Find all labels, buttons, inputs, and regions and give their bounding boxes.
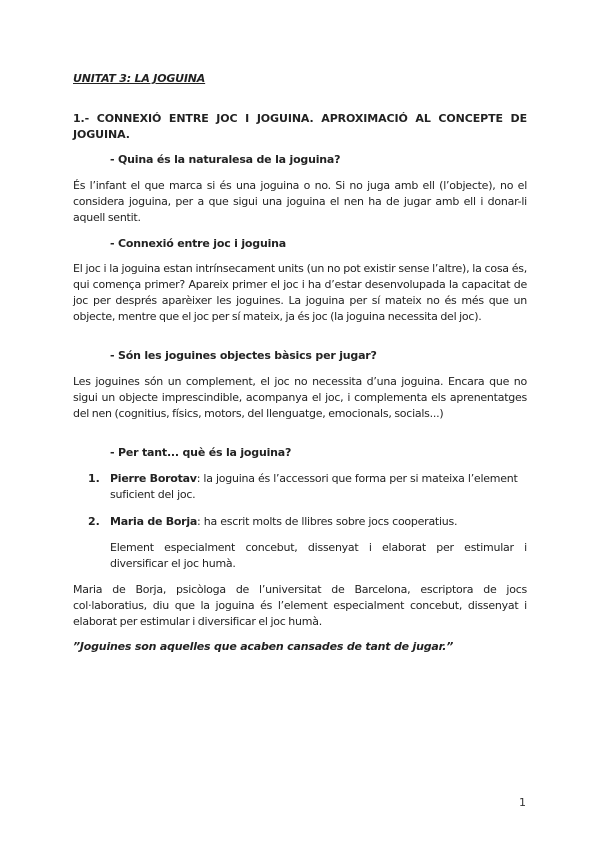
list-item-borotav: [110, 471, 527, 503]
paragraph-nature: És l’infant el que marca si és una joguina o no. Si no juga amb ell (l’objecte), no el considera joguina, per a que sigui una joguina el nen ha de jugar amb ell i donar-li aquell sentit.: [73, 179, 527, 224]
unit-title: UNITAT 3: LA JOGUINA: [73, 72, 206, 85]
subheading-basic-objects: - Són les joguines objectes bàsics per jugar?: [110, 349, 377, 362]
page-number: 1: [519, 796, 526, 809]
subheading-connection: - Connexió entre joc i joguina: [110, 237, 286, 250]
quote: ”Joguines son aquelles que acaben cansades de tant de jugar.”: [73, 640, 454, 653]
subheading-what-is-toy: - Per tant... què és la joguina?: [110, 446, 292, 459]
section-heading: 1.- CONNEXIÓ ENTRE JOC I JOGUINA. APROXIMACIÓ AL CONCEPTE DE JOGUINA.: [73, 112, 527, 141]
list-item-borja-extra: Element especialment concebut, dissenyat i elaborat per estimular i diversificar el joc humà.: [110, 541, 527, 570]
list-number: 2.: [88, 515, 100, 528]
list-item-text: : ha escrit molts de llibres sobre jocs cooperatius.: [197, 515, 458, 528]
list-item-borja: [110, 514, 527, 530]
list-number: 1.: [88, 472, 100, 485]
subheading-nature: - Quina és la naturalesa de la joguina?: [110, 153, 341, 166]
list-item-name: Pierre Borotav: [110, 472, 197, 485]
list-item-text: : la joguina és l’accessori que forma per si mateixa l’element suficient del joc.: [110, 472, 518, 501]
paragraph-closing: Maria de Borja, psicòloga de l’universitat de Barcelona, escriptora de jocs col·laboratius, diu que la joguina és l’element especialment concebut, dissenyat i elaborat per estimular i diversificar el joc humà.: [73, 583, 527, 628]
paragraph-connection: El joc i la joguina estan intrínsecament units (un no pot existir sense l’altre), la cosa és, qui comença primer? Apareix primer el joc i ha d’estar desenvolupada la capacitat de joc per després aparèixer les joguines. La joguina per sí mateix no és més que un objecte, mentre que el joc per sí mateix, ja és joc (la joguina necessita del joc).: [73, 262, 527, 323]
list-item-name: Maria de Borja: [110, 515, 198, 528]
paragraph-basic-objects: Les joguines són un complement, el joc no necessita d’una joguina. Encara que no sigui un objecte imprescindible, acompanya el joc, i complementa els aprenentatges del nen (cognitius, físics, motors, del llenguatge, emocionals, socials...): [73, 375, 527, 420]
